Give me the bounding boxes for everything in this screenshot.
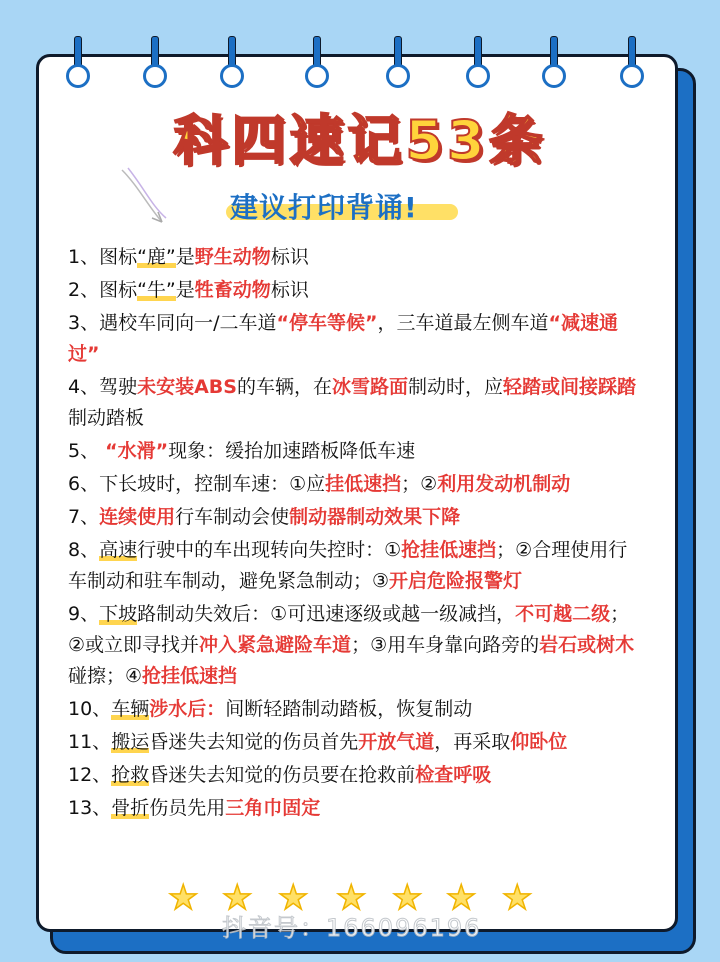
item-text: 行车制动会使 <box>175 506 290 528</box>
page-title: 科四速记53条 <box>173 109 547 172</box>
watermark: 抖音号：166096196 <box>222 914 482 942</box>
subtitle: 建议打印背诵! <box>230 191 418 224</box>
keyword-underlined: 下坡 <box>99 603 138 625</box>
item-text: 行驶中的车出现转向失控时：① <box>137 539 402 561</box>
item-text: 13、 <box>68 797 112 819</box>
item-text: 2、图标 <box>68 279 138 301</box>
keyword-underlined: 抢救 <box>111 764 150 786</box>
list-item <box>68 275 642 308</box>
keyword-red: 制动器制动效果下降 <box>289 506 461 528</box>
keyword-red: 未安装ABS <box>137 376 237 398</box>
ring-icon <box>66 36 88 94</box>
item-text: 制动时，应 <box>408 376 504 398</box>
keyword-underlined: “鹿” <box>137 246 176 268</box>
item-text: 制动踏板 <box>68 407 145 429</box>
item-text: ；② <box>401 473 438 495</box>
item-text: 6、下长坡时，控制车速：①应 <box>68 473 326 495</box>
item-text: 间断轻踏制动踏板，恢复制动 <box>225 698 473 720</box>
keyword-underlined: 车辆 <box>111 698 150 720</box>
star-icon: ★ <box>222 878 253 918</box>
item-text: 9、 <box>68 603 100 625</box>
item-text: ，再采取 <box>434 731 511 753</box>
item-text: 的车辆，在 <box>236 376 332 398</box>
keyword-red: “减速通过” <box>68 312 618 365</box>
ring-icon <box>620 36 642 94</box>
item-text: 标识 <box>270 246 309 268</box>
list-item <box>68 436 642 469</box>
ring-icon <box>466 36 488 94</box>
star-icon: ★ <box>392 878 423 918</box>
item-text: 5、 <box>68 440 106 462</box>
list-item <box>68 502 642 535</box>
item-text: ；②或立即寻找并 <box>68 603 630 656</box>
item-text: ；②合理使用行车制动和驻车制动，避免紧急制动；③ <box>68 539 628 592</box>
keyword-red: 涉水后： <box>149 698 226 720</box>
list-item <box>68 308 642 372</box>
ring-icon <box>143 36 165 94</box>
star-icon: ★ <box>502 878 533 918</box>
item-text: 3、遇校车同向一/二车道 <box>68 312 277 334</box>
star-icon: ★ <box>168 878 199 918</box>
item-text: 是 <box>175 246 195 268</box>
list-item <box>68 760 642 793</box>
item-text: 路制动失效后：①可迅速逐级或越一级减挡， <box>137 603 516 625</box>
keyword-red: 冲入紧急避险车道 <box>199 634 352 656</box>
item-text: 伤员先用 <box>149 797 226 819</box>
item-text: ；③用车身靠向路旁的 <box>351 634 540 656</box>
keyword-red: “停车等候” <box>276 312 378 334</box>
keyword-red: 岩石或树木 <box>539 634 635 656</box>
list-item <box>68 599 642 694</box>
keyword-red: 冰雪路面 <box>331 376 408 398</box>
list-item <box>68 242 642 275</box>
keyword-red: 不可越二级 <box>515 603 611 625</box>
keyword-red: “水滑” <box>105 440 169 462</box>
item-text: 昏迷失去知觉的伤员要在抢救前 <box>149 764 416 786</box>
keyword-red: 抢挂低速挡 <box>142 665 238 687</box>
item-text: 昏迷失去知觉的伤员首先 <box>149 731 359 753</box>
keyword-underlined: 搬运 <box>111 731 150 753</box>
item-text: 11、 <box>68 731 112 753</box>
keyword-red: 开启危险报警灯 <box>389 570 523 592</box>
list-item <box>68 535 642 599</box>
keyword-red: 连续使用 <box>99 506 176 528</box>
rules-list <box>68 242 642 826</box>
item-text: 10、 <box>68 698 112 720</box>
arrow-doodle-icon <box>118 166 178 236</box>
keyword-red: 牲畜动物 <box>194 279 271 301</box>
keyword-red: 野生动物 <box>194 246 271 268</box>
item-text: 现象：缓抬加速踏板降低车速 <box>168 440 416 462</box>
keyword-underlined: 骨折 <box>111 797 150 819</box>
keyword-red: 开放气道 <box>358 731 435 753</box>
list-item <box>68 793 642 826</box>
item-text: 12、 <box>68 764 112 786</box>
keyword-red: 挂低速挡 <box>325 473 402 495</box>
ring-icon <box>542 36 564 94</box>
item-text: 标识 <box>270 279 309 301</box>
ring-icon <box>220 36 242 94</box>
item-text: 4、驾驶 <box>68 376 138 398</box>
keyword-red: 三角巾固定 <box>225 797 321 819</box>
list-item <box>68 694 642 727</box>
ring-icon <box>386 36 408 94</box>
list-item <box>68 372 642 436</box>
subtitle-block <box>230 186 418 226</box>
item-text: 1、图标 <box>68 246 138 268</box>
keyword-red: 检查呼吸 <box>415 764 492 786</box>
item-text: ，三车道最左侧车道 <box>377 312 549 334</box>
item-text: 7、 <box>68 506 100 528</box>
list-item <box>68 727 642 760</box>
keyword-red: 抢挂低速挡 <box>401 539 497 561</box>
item-text: 是 <box>175 279 195 301</box>
ring-icon <box>305 36 327 94</box>
star-icon: ★ <box>446 878 477 918</box>
star-icon: ★ <box>278 878 309 918</box>
keyword-red: 仰卧位 <box>510 731 568 753</box>
star-icon: ★ <box>336 878 367 918</box>
item-text: 碰擦；④ <box>68 665 143 687</box>
keyword-red: 轻踏或间接踩踏 <box>503 376 637 398</box>
list-item <box>68 469 642 502</box>
keyword-underlined: 高速 <box>99 539 138 561</box>
keyword-underlined: “牛” <box>137 279 176 301</box>
item-text: 8、 <box>68 539 100 561</box>
keyword-red: 利用发动机制动 <box>437 473 571 495</box>
